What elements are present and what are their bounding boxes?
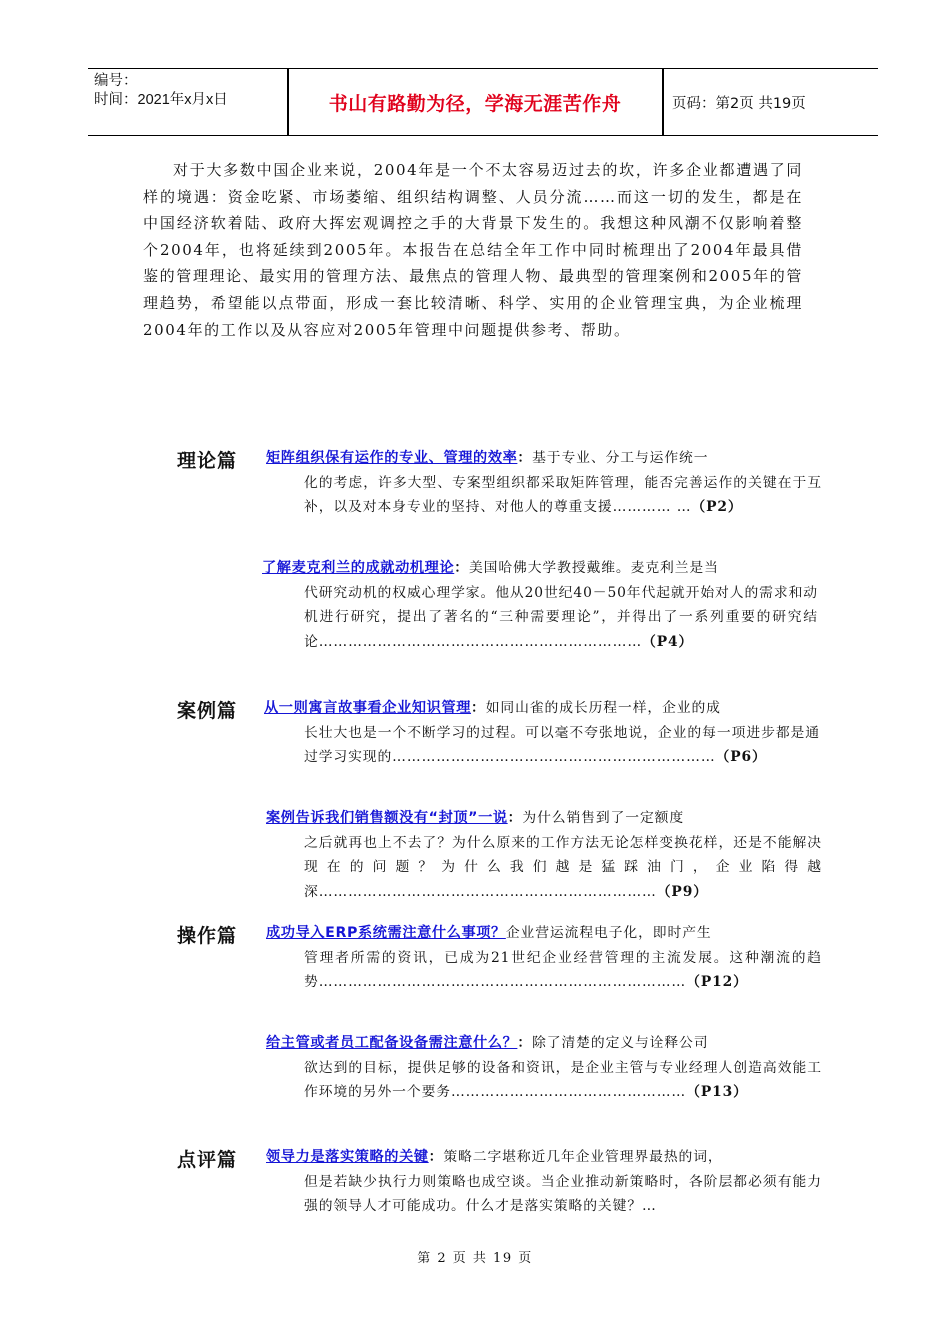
entry-summary: 欲达到的目标，提供足够的设备和资讯，是企业主管与专业经理人创造高效能工作环境的另外一个要务………………………………………… bbox=[304, 1059, 822, 1100]
entry-summary: 化的考虑，许多大型、专案型组织都采取矩阵管理，能否完善运作的关键在于互补，以及对本身专业的坚持、对他人的尊重支援………… … bbox=[304, 474, 822, 515]
header-page-info: 页码：第2页 共19页 bbox=[672, 95, 806, 112]
toc-entry bbox=[266, 446, 822, 520]
toc-link[interactable]: 给主管或者员工配备设备需注意什么？ bbox=[266, 1035, 518, 1051]
entry-summary: 之后就再也上不去了？为什么原来的工作方法无论怎样变换花样，还是不能解决现在的问题？为什么我们越是猛踩油门，企业陷得越深…………………………………………………………… bbox=[304, 834, 822, 900]
page-ref: （P9） bbox=[656, 883, 708, 900]
toc-entry bbox=[264, 696, 820, 770]
colon: ： bbox=[471, 700, 486, 716]
section-title-theory: 理论篇 bbox=[177, 450, 238, 472]
toc-entry bbox=[266, 1031, 822, 1105]
section-title-case: 案例篇 bbox=[177, 700, 238, 722]
colon: ： bbox=[454, 560, 469, 576]
page-ref: （P12） bbox=[686, 974, 748, 990]
entry-summary-first: 企业营运流程电子化，即时产生 bbox=[505, 925, 712, 941]
page-ref: （P4） bbox=[642, 633, 694, 650]
section-title-operation: 操作篇 bbox=[177, 925, 238, 947]
entry-summary: 但是若缺少执行力则策略也成空谈。当企业推动新策略时，各阶层都必须有能力强的领导人才可能成功。什么才是落实策略的关键？… bbox=[304, 1173, 822, 1214]
toc-link[interactable]: 从一则寓言故事看企业知识管理 bbox=[264, 700, 472, 716]
entry-summary-first: 如同山雀的成长历程一样，企业的成 bbox=[485, 700, 721, 716]
toc-entry bbox=[266, 921, 822, 995]
colon: ： bbox=[517, 450, 533, 466]
entry-summary-first: 为什么销售到了一定额度 bbox=[522, 810, 685, 826]
entry-summary: 长壮大也是一个不断学习的过程。可以毫不夸张地说，企业的每一项进步都是通过学习实现的………………………………………………………… bbox=[304, 724, 820, 765]
section-title-review: 点评篇 bbox=[177, 1149, 238, 1171]
header-motto: 书山有路勤为径，学海无涯苦作舟 bbox=[328, 92, 622, 115]
toc-link[interactable]: 案例告诉我们销售额没有“封顶”一说 bbox=[266, 810, 508, 826]
time-label: 时间：2021年x月x日 bbox=[94, 92, 228, 108]
page-ref: （P13） bbox=[686, 1084, 748, 1100]
entry-summary: 管理者所需的资讯，已成为21世纪企业经营管理的主流发展。这种潮流的趋势………………………………………………………………… bbox=[304, 949, 822, 990]
toc-entry bbox=[266, 806, 822, 904]
toc-link[interactable]: 矩阵组织保有运作的专业、管理的效率 bbox=[266, 450, 518, 466]
toc-link[interactable]: 成功导入ERP系统需注意什么事项？ bbox=[266, 925, 506, 941]
entry-summary-first: 策略二字堪称近几年企业管理界最热的词， bbox=[443, 1149, 723, 1165]
entry-summary: 代研究动机的权威心理学家。他从20世纪40－50年代起就开始对人的需求和动机进行研究，提出了著名的“三种需要理论”，并得出了一系列重要的研究结论………………………………………………………… bbox=[304, 584, 818, 650]
header-meta bbox=[88, 69, 288, 135]
toc-link[interactable]: 领导力是落实策略的关键 bbox=[266, 1149, 429, 1165]
toc-link[interactable]: 了解麦克利兰的成就动机理论 bbox=[262, 560, 455, 576]
entry-summary-first: 除了清楚的定义与诠释公司 bbox=[532, 1035, 709, 1051]
intro-paragraph: 对于大多数中国企业来说，2004年是一个不太容易迈过去的坎，许多企业都遭遇了同样的境遇：资金吃紧、市场萎缩、组织结构调整、人员分流……而这一切的发生，都是在中国经济软着陆、政府大挥宏观调控之手的大背景下发生的。我想这种风潮不仅影响着整个2004年，也将延续到2005年。本报告在总结全年工作中同时梳理出了2004年最具借鉴的管理理论、最实用的管理方法、最焦点的管理人物、最典型的管理案例和2005年的管理趋势，希望能以点带面，形成一套比较清晰、科学、实用的企业管理宝典，为企业梳理2004年的工作以及从容应对2005年管理中问题提供参考、帮助。 bbox=[143, 161, 803, 339]
entry-summary-first: 基于专业、分工与运作统一 bbox=[532, 450, 709, 466]
page-ref: （P6） bbox=[715, 749, 767, 765]
entry-summary-first: 美国哈佛大学教授戴维。麦克利兰是当 bbox=[468, 560, 719, 576]
toc-entry bbox=[262, 556, 818, 654]
colon: ： bbox=[507, 810, 523, 826]
number-label: 编号： bbox=[94, 73, 138, 89]
colon: ： bbox=[517, 1035, 533, 1051]
page-header bbox=[88, 68, 878, 136]
toc-entry bbox=[266, 1145, 822, 1219]
page-ref: （P2） bbox=[691, 499, 743, 515]
page-footer: 第 2 页 共 19 页 bbox=[417, 1251, 533, 1266]
colon: ： bbox=[428, 1149, 444, 1165]
